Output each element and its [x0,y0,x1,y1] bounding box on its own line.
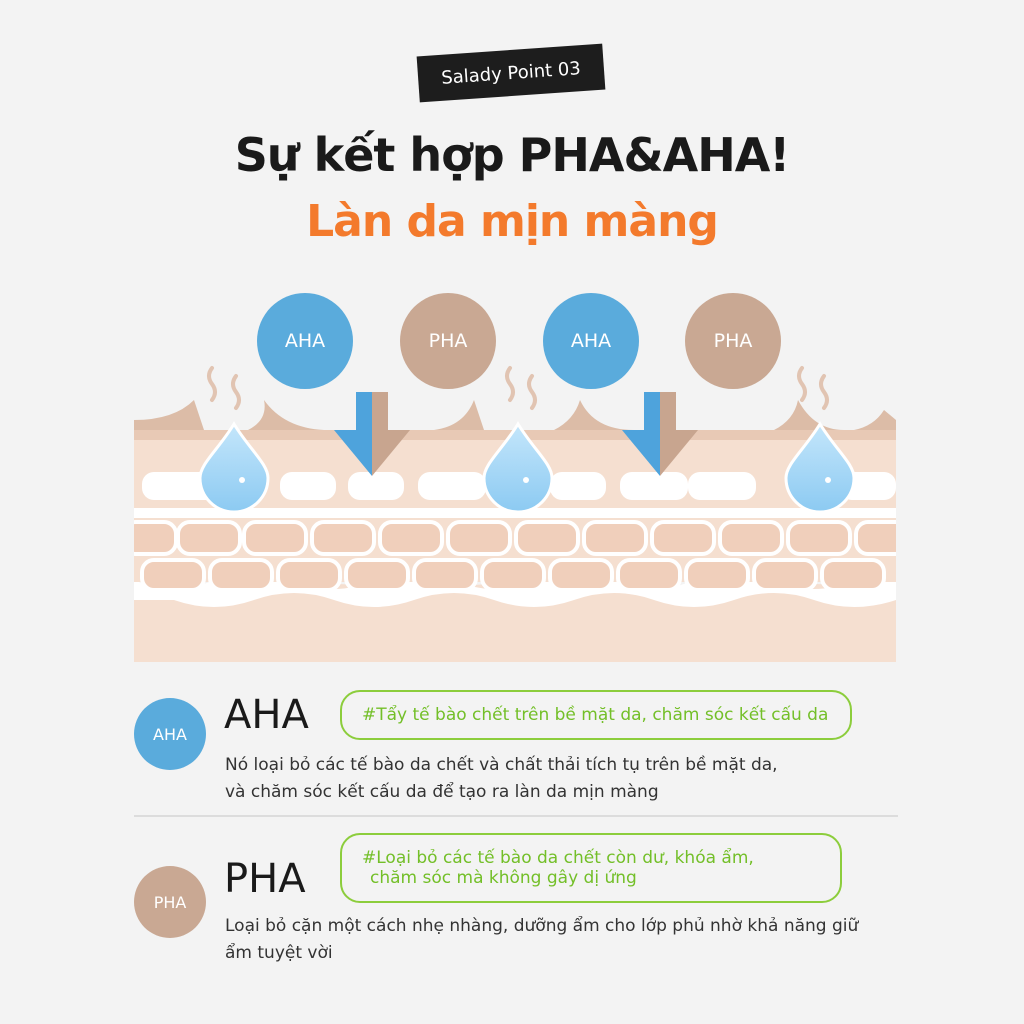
pha-circle: PHA [134,866,206,938]
pha-tag-line-2: chăm sóc mà không gây dị ứng [370,868,637,888]
aha-ball-1: AHA [257,293,353,389]
aha-circle: AHA [134,698,206,770]
skin-layer-illustration [134,280,896,662]
aha-name: AHA [224,692,309,738]
title-line-1: Sự kết hợp PHA&AHA! [234,128,790,182]
title-line-2: Làn da mịn màng [306,196,718,247]
dead-skin-flakes [134,400,896,430]
pha-name: PHA [224,856,306,902]
aha-desc-line-1: Nó loại bỏ các tế bào da chết và chất thải tích tụ trên bề mặt da, [225,755,778,775]
pha-ball-2: PHA [685,293,781,389]
aha-tag-text: #Tẩy tế bào chết trên bề mặt da, chăm sóc kết cấu da [362,705,829,725]
pha-desc-line-1: Loại bỏ cặn một cách nhẹ nhàng, dưỡng ẩm cho lớp phủ nhờ khả năng giữ [225,916,859,936]
pha-description [225,913,858,967]
pha-desc-line-2: ẩm tuyệt vời [225,943,333,963]
cell-row-3 [142,560,884,590]
point-badge: Salady Point 03 [417,44,606,103]
pha-tag [340,833,842,903]
pha-ball-1: PHA [400,293,496,389]
aha-description [225,752,778,806]
aha-ball-2: AHA [543,293,639,389]
aha-tag [340,690,852,740]
pha-tag-line-1: #Loại bỏ các tế bào da chết còn dư, khóa ẩm, [362,848,754,868]
section-divider [134,815,898,817]
aha-desc-line-2: và chăm sóc kết cấu da để tạo ra làn da mịn màng [225,782,659,802]
